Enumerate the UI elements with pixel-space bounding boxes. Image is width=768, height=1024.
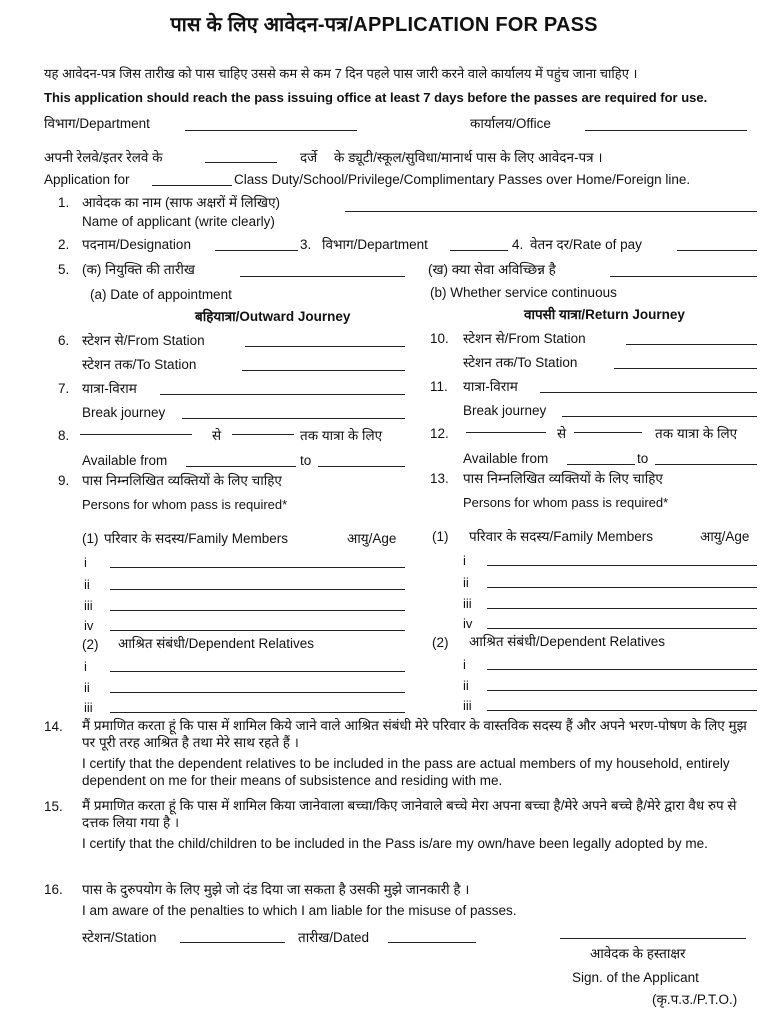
field-10-num: 10. bbox=[430, 331, 449, 346]
signature-field[interactable] bbox=[560, 938, 746, 939]
station-field[interactable] bbox=[180, 942, 285, 943]
field-12-num: 12. bbox=[430, 426, 449, 441]
outward-family-num: (1) bbox=[82, 531, 99, 546]
return-available-from-field[interactable] bbox=[567, 464, 635, 465]
app-for-hindi-c: के ड्यूटी/स्कूल/सुविधा/मानार्थ पास के लिए आवेदन-पत्र । bbox=[334, 150, 603, 165]
return-from-station-label: स्टेशन से/From Station bbox=[463, 331, 586, 346]
outward-available-from-field[interactable] bbox=[186, 466, 296, 467]
appointment-label-english: (a) Date of appointment bbox=[90, 287, 232, 302]
outward-dependent-field-i[interactable] bbox=[110, 671, 405, 672]
outward-break-field-2[interactable] bbox=[182, 418, 405, 419]
app-for-hindi-a: अपनी रेलवे/इतर रेलवे के bbox=[44, 150, 163, 165]
outward-family-i: i bbox=[84, 555, 87, 570]
outward-available-to: to bbox=[300, 453, 312, 468]
outward-dependent-label: आश्रित संबंधी/Dependent Relatives bbox=[118, 636, 315, 651]
outward-family-field-iii[interactable] bbox=[110, 610, 405, 611]
certification-14-hindi: मैं प्रमाणित करता हूं कि पास में शामिल किये जाने वाले आश्रित संबंधी मेरे परिवार के वास्तविक सदस्य हैं और अपने भरण-पोषण के लिए मुझ पर पूरी तरह आश्रित है तथा मेरे साथ रहते हैं । bbox=[82, 718, 747, 750]
return-dependent-field-ii[interactable] bbox=[487, 690, 757, 691]
return-age-label: आयु/Age bbox=[700, 529, 750, 544]
name-label-english: Name of applicant (write clearly) bbox=[82, 214, 275, 229]
outward-age-label: आयु/Age bbox=[347, 531, 397, 546]
return-dependent-label: आश्रित संबंधी/Dependent Relatives bbox=[469, 634, 666, 649]
return-family-ii: ii bbox=[463, 575, 469, 590]
field-14-num: 14. bbox=[44, 719, 63, 734]
outward-family-iii: iii bbox=[84, 598, 93, 613]
return-family-label: परिवार के सदस्य/Family Members bbox=[469, 529, 653, 544]
appointment-label-hindi: (क) नियुक्ति की तारीख bbox=[82, 262, 195, 277]
return-break-field-1[interactable] bbox=[540, 392, 757, 393]
outward-persons-english: Persons for whom pass is required* bbox=[82, 497, 288, 512]
field-9-num: 9. bbox=[58, 473, 70, 488]
outward-dependent-field-iii[interactable] bbox=[110, 712, 405, 713]
app-for-hindi-b: दर्जे bbox=[300, 150, 318, 165]
intro-hindi: यह आवेदन-पत्र जिस तारीख को पास चाहिए उससे कम से कम 7 दिन पहले पास जारी करने वाले कार्यालय में पहुंच जाना चाहिए । bbox=[44, 66, 638, 81]
station-label: स्टेशन/Station bbox=[82, 930, 157, 945]
certification-16-english: I am aware of the penalties to which I am liable for the misuse of passes. bbox=[82, 903, 517, 918]
return-family-field-ii[interactable] bbox=[487, 587, 757, 588]
appointment-date-field[interactable] bbox=[240, 276, 405, 277]
outward-family-label: परिवार के सदस्य/Family Members bbox=[104, 531, 288, 546]
return-family-iii: iii bbox=[463, 596, 472, 611]
outward-family-iv: iv bbox=[84, 618, 94, 633]
app-for-english-b: Class Duty/School/Privilege/Complimentary Passes over Home/Foreign line. bbox=[234, 172, 691, 187]
return-available-from: Available from bbox=[463, 451, 549, 466]
return-se: से bbox=[557, 426, 567, 441]
field-8-num: 8. bbox=[58, 428, 70, 443]
outward-family-field-iv[interactable] bbox=[110, 630, 405, 631]
outward-family-field-i[interactable] bbox=[110, 567, 405, 568]
outward-break-label-hindi: यात्रा-विराम bbox=[82, 381, 137, 396]
return-to-blank[interactable] bbox=[574, 432, 642, 433]
field-7-num: 7. bbox=[58, 381, 70, 396]
rate-of-pay-field[interactable] bbox=[677, 250, 757, 251]
return-break-label-english: Break journey bbox=[463, 403, 547, 418]
certification-16 bbox=[82, 881, 760, 919]
dated-field[interactable] bbox=[388, 942, 476, 943]
field-11-num: 11. bbox=[430, 379, 448, 394]
dated-label: तारीख/Dated bbox=[298, 930, 370, 945]
outward-from-station-field[interactable] bbox=[245, 346, 405, 347]
outward-from-blank[interactable] bbox=[80, 434, 192, 435]
outward-dependent-i: i bbox=[84, 659, 87, 674]
outward-dependent-ii: ii bbox=[84, 680, 90, 695]
return-dependent-num: (2) bbox=[432, 635, 449, 650]
certification-15-english: I certify that the child/children to be included in the Pass is/are my own/have been legally adopted by me. bbox=[82, 836, 708, 851]
return-dependent-i: i bbox=[463, 657, 466, 672]
return-to-station-label: स्टेशन तक/To Station bbox=[463, 355, 578, 370]
return-available-to: to bbox=[637, 451, 649, 466]
outward-break-label-english: Break journey bbox=[82, 405, 166, 420]
signature-label-english: Sign. of the Applicant bbox=[572, 970, 699, 985]
field-15-num: 15. bbox=[44, 799, 63, 814]
return-journey-heading: वापसी यात्रा/Return Journey bbox=[524, 307, 685, 322]
outward-journey-heading: बहियात्रा/Outward Journey bbox=[195, 309, 351, 324]
return-from-station-field[interactable] bbox=[626, 344, 757, 345]
field-5-num: 5. bbox=[58, 262, 70, 277]
return-family-field-iii[interactable] bbox=[487, 608, 757, 609]
outward-break-field-1[interactable] bbox=[160, 394, 405, 395]
office-label: कार्यालय/Office bbox=[470, 116, 551, 131]
department-field-2[interactable] bbox=[450, 250, 508, 251]
return-family-iv: iv bbox=[463, 616, 473, 631]
return-family-i: i bbox=[463, 553, 466, 568]
outward-family-ii: ii bbox=[84, 577, 90, 592]
certification-15-hindi: मैं प्रमाणित करता हूं कि पास में शामिल किया जानेवाला बच्चा/किए जानेवाले बच्चे मेरा अपना बच्चा है/मेरे अपने बच्चे है/मेरे द्वारा वैध रुप से दत्तक लिया गया है । bbox=[82, 798, 737, 830]
certification-14-english: I certify that the dependent relatives to be included in the pass are actual members of my household, entirely dependent on me for their means of subsistence and residing with me. bbox=[82, 756, 730, 788]
return-dependent-ii: ii bbox=[463, 678, 469, 693]
service-label-english: (b) Whether service continuous bbox=[430, 285, 617, 300]
outward-from-station-label: स्टेशन से/From Station bbox=[82, 333, 205, 348]
rate-of-pay-label: वेतन दर/Rate of pay bbox=[530, 237, 642, 252]
outward-se: से bbox=[212, 428, 222, 443]
department-label: विभाग/Department bbox=[44, 116, 150, 131]
return-family-num: (1) bbox=[432, 529, 449, 544]
designation-label: पदनाम/Designation bbox=[82, 237, 191, 252]
outward-dependent-iii: iii bbox=[84, 700, 93, 715]
outward-family-field-ii[interactable] bbox=[110, 589, 405, 590]
department-label-2: विभाग/Department bbox=[322, 237, 428, 252]
outward-to-station-label: स्टेशन तक/To Station bbox=[82, 357, 197, 372]
field-13-num: 13. bbox=[430, 471, 449, 486]
certification-14 bbox=[82, 717, 760, 789]
return-from-blank[interactable] bbox=[466, 432, 546, 433]
department-field[interactable] bbox=[185, 130, 357, 131]
return-family-field-iv[interactable] bbox=[487, 628, 757, 629]
signature-label-hindi: आवेदक के हस्ताक्षर bbox=[590, 946, 686, 961]
return-persons-english: Persons for whom pass is required* bbox=[463, 495, 669, 510]
return-dependent-iii: iii bbox=[463, 698, 472, 713]
outward-persons-hindi: पास निम्नलिखित व्यक्तियों के लिए चाहिए bbox=[82, 473, 282, 488]
return-available-to-field[interactable] bbox=[655, 464, 757, 465]
outward-dependent-field-ii[interactable] bbox=[110, 692, 405, 693]
field-6-num: 6. bbox=[58, 333, 70, 348]
name-field[interactable] bbox=[345, 211, 757, 212]
return-dependent-field-i[interactable] bbox=[487, 669, 757, 670]
return-dependent-field-iii[interactable] bbox=[487, 710, 757, 711]
field-16-num: 16. bbox=[44, 882, 63, 897]
outward-to-blank[interactable] bbox=[232, 434, 294, 435]
return-persons-hindi: पास निम्नलिखित व्यक्तियों के लिए चाहिए bbox=[463, 471, 663, 486]
return-break-field-2[interactable] bbox=[562, 416, 757, 417]
outward-tak-label: तक यात्रा के लिए bbox=[300, 428, 383, 443]
pto-note: (कृ.प.उ./P.T.O.) bbox=[652, 992, 738, 1007]
return-family-field-i[interactable] bbox=[487, 565, 757, 566]
outward-available-to-field[interactable] bbox=[318, 466, 405, 467]
name-label-hindi: आवेदक का नाम (साफ अक्षरों में लिखिए) bbox=[82, 195, 281, 210]
office-field[interactable] bbox=[585, 130, 747, 131]
outward-dependent-num: (2) bbox=[82, 637, 99, 652]
designation-field[interactable] bbox=[215, 250, 298, 251]
service-label-hindi: (ख) क्या सेवा अविच्छिन्न है bbox=[428, 262, 556, 277]
form-title: पास के लिए आवेदन-पत्र/APPLICATION FOR PASS bbox=[170, 14, 598, 36]
outward-to-station-field[interactable] bbox=[242, 370, 405, 371]
certification-16-hindi: पास के दुरुपयोग के लिए मुझे जो दंड दिया जा सकता है उसकी मुझे जानकारी है । bbox=[82, 882, 470, 897]
field-2-num: 2. bbox=[58, 237, 70, 252]
field-4-num: 4. bbox=[512, 237, 524, 252]
railway-field[interactable] bbox=[205, 162, 277, 163]
outward-available-from: Available from bbox=[82, 453, 168, 468]
field-3-num: 3. bbox=[300, 237, 312, 252]
service-continuous-field[interactable] bbox=[610, 276, 757, 277]
return-tak-label: तक यात्रा के लिए bbox=[655, 426, 738, 441]
class-field[interactable] bbox=[152, 185, 232, 186]
intro-english: This application should reach the pass issuing office at least 7 days before the passes are required for use. bbox=[44, 90, 708, 105]
return-to-station-field[interactable] bbox=[614, 368, 757, 369]
return-break-label-hindi: यात्रा-विराम bbox=[463, 379, 518, 394]
app-for-english-a: Application for bbox=[44, 172, 130, 187]
field-1-num: 1. bbox=[58, 195, 70, 210]
certification-15 bbox=[82, 797, 760, 852]
